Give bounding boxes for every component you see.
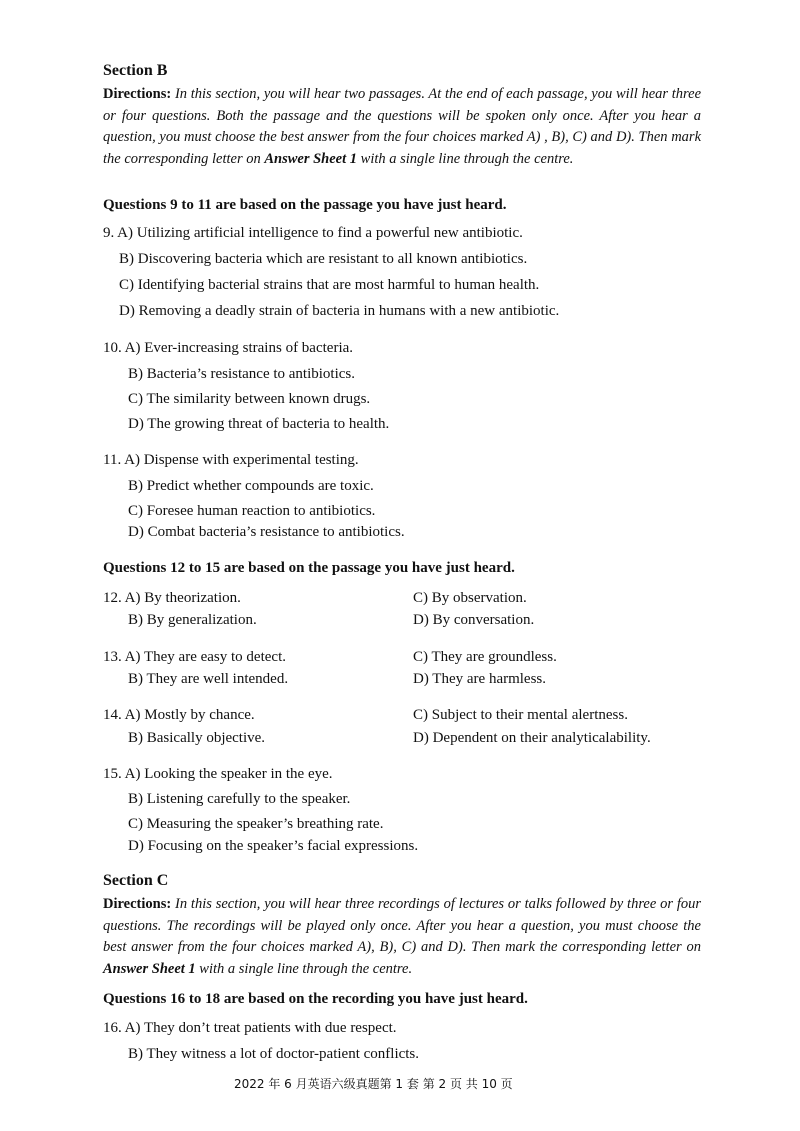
q9-option-d: D) Removing a deadly strain of bacteria in humans with a new antibiotic.	[119, 303, 560, 319]
q9-option-b: B) Discovering bacteria which are resistant to all known antibiotics.	[119, 251, 528, 267]
q12-option-b: B) By generalization.	[128, 612, 257, 628]
q11-option-c: C) Foresee human reaction to antibiotics.	[128, 503, 376, 519]
q14-option-b: B) Basically objective.	[128, 730, 266, 746]
directions-text-end: with a single line through the centre.	[199, 960, 413, 977]
q13-option-a: 13. A) They are easy to detect.	[103, 649, 286, 665]
q13-option-b: B) They are well intended.	[128, 671, 289, 687]
q15-option-a: 15. A) Looking the speaker in the eye.	[103, 766, 333, 782]
q9-option-c: C) Identifying bacterial strains that are most harmful to human health.	[119, 277, 540, 293]
q16-option-b: B) They witness a lot of doctor-patient conflicts.	[128, 1046, 420, 1062]
q10-option-c: C) The similarity between known drugs.	[128, 391, 371, 407]
section-c-title: Section C	[103, 872, 169, 889]
answer-sheet-ref: Answer Sheet 1	[264, 150, 358, 167]
q14-option-a: 14. A) Mostly by chance.	[103, 707, 255, 723]
q11-option-d: D) Combat bacteria’s resistance to antibiotics.	[128, 524, 405, 540]
q11-option-a: 11. A) Dispense with experimental testing.	[103, 452, 359, 468]
q15-option-c: C) Measuring the speaker’s breathing rate.	[128, 816, 384, 832]
page-footer: 2022 年 6 月英语六级真题第 1 套 第 2 页 共 10 页	[234, 1077, 513, 1091]
q10-option-b: B) Bacteria’s resistance to antibiotics.	[128, 366, 356, 382]
directions-label: Directions:	[103, 896, 172, 912]
q14-option-c: C) Subject to their mental alertness.	[413, 707, 628, 723]
q10-option-a: 10. A) Ever-increasing strains of bacteria.	[103, 340, 354, 356]
section-c-directions	[103, 894, 701, 980]
section-b-directions	[103, 84, 701, 170]
q12-option-c: C) By observation.	[413, 590, 527, 606]
questions-16-18-heading: Questions 16 to 18 are based on the recording you have just heard.	[103, 991, 528, 1007]
q12-option-d: D) By conversation.	[413, 612, 535, 628]
directions-text-end: with a single line through the centre.	[360, 150, 574, 167]
q16-option-a: 16. A) They don’t treat patients with due respect.	[103, 1020, 397, 1036]
questions-9-11-heading: Questions 9 to 11 are based on the passage you have just heard.	[103, 197, 507, 213]
q15-option-d: D) Focusing on the speaker’s facial expressions.	[128, 838, 419, 854]
questions-12-15-heading: Questions 12 to 15 are based on the passage you have just heard.	[103, 560, 515, 576]
q14-option-d: D) Dependent on their analyticalability.	[413, 730, 651, 746]
section-b-title: Section B	[103, 62, 168, 79]
q12-option-a: 12. A) By theorization.	[103, 590, 241, 606]
directions-text: In this section, you will hear two passages. At the end of each passage, you will hear three or four questions. Both the passage and the questions will be spoken only once. After you hear a question, you must choose the best answer from the four choices marked A) , B), C) and D). Then mark the corresponding letter on	[103, 86, 702, 167]
directions-label: Directions:	[103, 86, 172, 102]
q11-option-b: B) Predict whether compounds are toxic.	[128, 478, 374, 494]
directions-text: In this section, you will hear three recordings of lectures or talks followed by three or four questions. The recordings will be played only once. After you hear a question, you must choose the best answer from the four choices marked A), B), C) and D). Then mark the corresponding letter on	[103, 896, 702, 955]
q13-option-c: C) They are groundless.	[413, 649, 557, 665]
q15-option-b: B) Listening carefully to the speaker.	[128, 791, 351, 807]
q9-option-a: 9. A) Utilizing artificial intelligence to find a powerful new antibiotic.	[103, 225, 523, 241]
answer-sheet-ref: Answer Sheet 1	[103, 960, 196, 977]
q13-option-d: D) They are harmless.	[413, 671, 547, 687]
q10-option-d: D) The growing threat of bacteria to health.	[128, 416, 390, 432]
